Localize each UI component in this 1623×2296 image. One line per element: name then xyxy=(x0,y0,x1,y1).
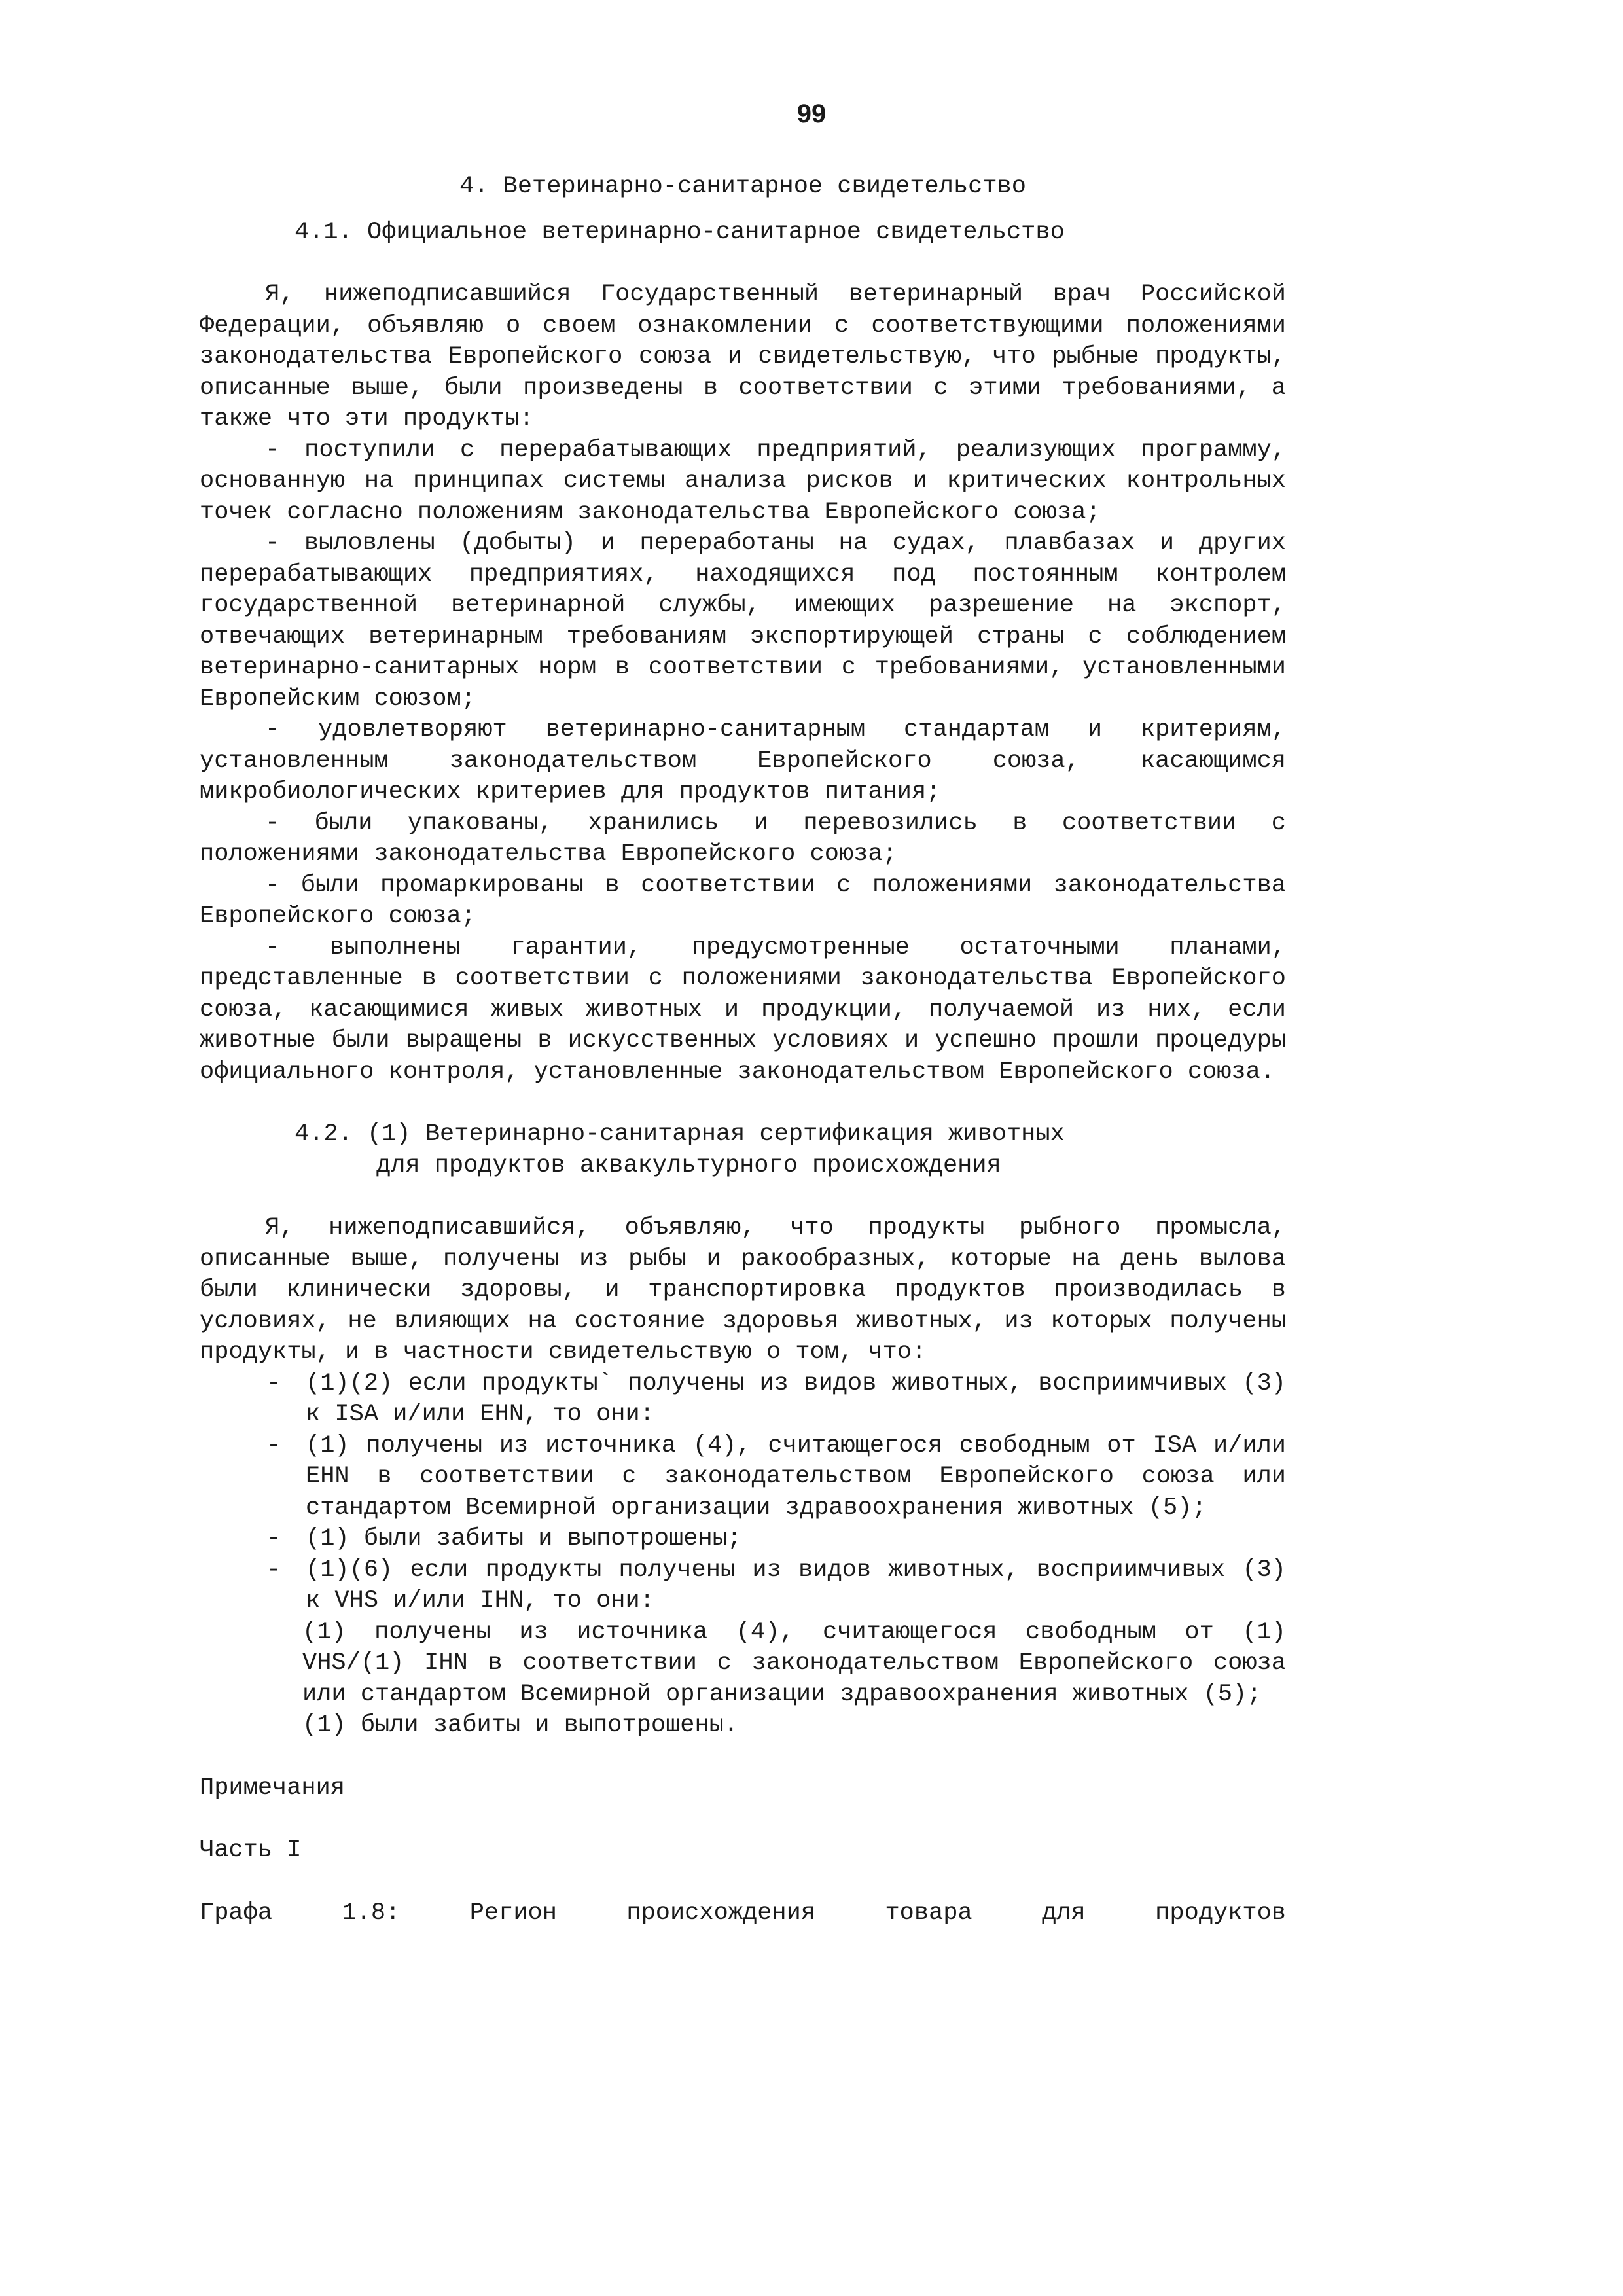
sub-item: (1) получены из источника (4), считающегося свободным от (1) VHS/(1) IHN в соответствии с законодательством Европейского союза или стандартом Всемирной организации здравоохранения животных (5); xyxy=(302,1618,1286,1708)
sub-item: (1) были забиты и выпотрошены. xyxy=(302,1712,739,1739)
bullet-text: (1) получены из источника (4), считающегося свободным от ISA и/или EHN в соответствии с законодательством Европейского союза или стандартом Всемирной организации здравоохранения животных (5); xyxy=(306,1431,1286,1522)
graph-1-8-line: Графа 1.8: Регион происхождения товара для продуктов xyxy=(200,1899,1286,1927)
list-item: - выловлены (добыты) и переработаны на судах, плавбазах и других перерабатывающих предприятиях, находящихся под постоянным контролем государственной ветеринарной службы, имеющих разрешение на экспорт, отвечающих ветеринарным требованиям экспортирующей страны с соблюдением ветеринарно-санитарных норм в соответствии с требованиями, установленными Европейским союзом; xyxy=(200,529,1286,713)
bullet-dash: - xyxy=(266,1556,281,1584)
document-body xyxy=(200,171,1286,1929)
part-heading: Часть I xyxy=(200,1837,302,1864)
bullet-text: (1)(6) если продукты получены из видов животных, восприимчивых (3) к VHS и/или IHN, то они: xyxy=(306,1556,1286,1615)
section-4-2-intro: Я, нижеподписавшийся, объявляю, что продукты рыбного промысла, описанные выше, получены из рыбы и ракообразных, которые на день вылова были клинически здоровы, и транспортировка продуктов производилась в условиях, не влияющих на состояние здоровья животных, из которых получены продукты, и в частности свидетельствую о том, что: xyxy=(200,1214,1286,1366)
list-item: - поступили с перерабатывающих предприятий, реализующих программу, основанную на принципах системы анализа рисков и критических контрольных точек согласно положениям законодательства Европейского союза; xyxy=(200,436,1286,526)
list-item: - были упакованы, хранились и перевозились в соответствии с положениями законодательства Европейского союза; xyxy=(200,809,1286,868)
section-4-2-heading-line-1: 4.2. (1) Ветеринарно-санитарная сертификация животных xyxy=(294,1121,1065,1148)
section-4-1-heading: 4.1. Официальное ветеринарно-санитарное свидетельство xyxy=(294,218,1065,246)
bullet-text: (1) были забиты и выпотрошены; xyxy=(306,1525,742,1552)
bullet-dash: - xyxy=(266,1431,281,1460)
list-item: - были промаркированы в соответствии с положениями законодательства Европейского союза; xyxy=(200,871,1286,930)
bullet-item xyxy=(200,1369,1286,1431)
bullet-item xyxy=(200,1524,1286,1555)
section-4-2-heading-line-2: для продуктов аквакультурного происхождения xyxy=(376,1151,1001,1179)
bullet-item xyxy=(200,1555,1286,1617)
bullet-text: (1)(2) если продукты` получены из видов животных, восприимчивых (3) к ISA и/или EHN, то они: xyxy=(306,1369,1286,1428)
list-item: - выполнены гарантии, предусмотренные остаточными планами, представленные в соответствии с положениями законодательства Европейского союза, касающимися живых животных и продукции, получаемой из них, если животные были выращены в искусственных условиях и успешно прошли процедуры официального контроля, установленные законодательством Европейского союза. xyxy=(200,933,1286,1086)
page-number: 99 xyxy=(796,99,827,128)
section-4-heading: 4. Ветеринарно-санитарное свидетельство xyxy=(459,173,1026,200)
section-4-2-heading xyxy=(200,1119,1286,1181)
bullet-item xyxy=(200,1431,1286,1524)
notes-heading: Примечания xyxy=(200,1774,346,1802)
bullet-dash: - xyxy=(266,1525,281,1552)
section-4-1-intro: Я, нижеподписавшийся Государственный ветеринарный врач Российской Федерации, объявляю о своем ознакомлении с соответствующими положениями законодательства Европейского союза и свидетельствую, что рыбные продукты, описанные выше, были произведены в соответствии с этими требованиями, а также что эти продукты: xyxy=(200,281,1286,433)
list-item: - удовлетворяют ветеринарно-санитарным стандартам и критериям, установленным законодательством Европейского союза, касающимся микробиологических критериев для продуктов питания; xyxy=(200,716,1286,806)
bullet-dash: - xyxy=(266,1369,281,1397)
